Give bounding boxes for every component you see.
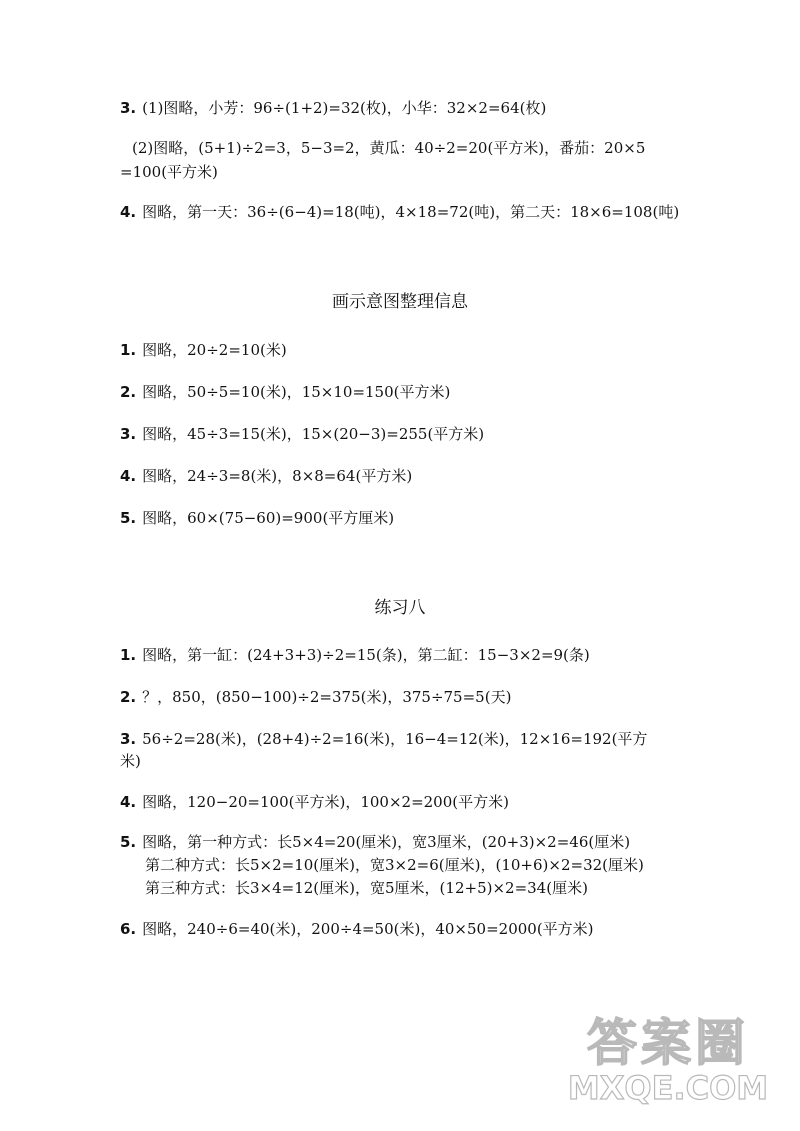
watermark-logo-text: 答案圈 — [587, 1014, 749, 1072]
s2-item-3-text: 图略，45÷3=15(米)，15×(20−3)=255(平方米) — [142, 425, 485, 443]
s2-item-1-number: 1. — [120, 341, 137, 359]
s3-q2 — [120, 686, 700, 708]
s1-q4-text: 图略，第一天：36÷(6−4)=18(吨)，4×18=72(吨)，第二天：18×6=108(吨) — [142, 203, 680, 221]
s3-q1-text: 图略，第一缸：(24+3+3)÷2=15(条)，第二缸：15−3×2=9(条) — [142, 646, 590, 664]
s1-q3-text: (1)图略，小芳：96÷(1+2)=32(枚)，小华：32×2=64(枚) — [142, 99, 547, 117]
s3-q2-number: 2. — [120, 688, 137, 706]
s3-q3-text: 56÷2=28(米)，(28+4)÷2=16(米)，16−4=12(米)，12×16=192(平方 — [142, 730, 648, 748]
s2-item-5-number: 5. — [120, 509, 137, 527]
s1-q3-number: 3. — [120, 99, 137, 117]
s1-q4-number: 4. — [120, 203, 137, 221]
s2-item-4-number: 4. — [120, 467, 137, 485]
section3-title: 练习八 — [374, 598, 426, 618]
s3-q6-number: 6. — [120, 920, 137, 938]
s2-item-3-number: 3. — [120, 425, 137, 443]
s1-q4 — [120, 201, 700, 223]
s2-item-1 — [120, 339, 700, 361]
s3-q5-number: 5. — [120, 833, 137, 851]
s3-q4 — [120, 791, 700, 813]
section2-title: 画示意图整理信息 — [332, 292, 468, 312]
s3-q1-number: 1. — [120, 646, 137, 664]
s3-q1 — [120, 644, 700, 666]
s3-q6-text: 图略，240÷6=40(米)，200÷4=50(米)，40×50=2000(平方米) — [142, 920, 594, 938]
s3-q4-number: 4. — [120, 793, 137, 811]
s2-item-4 — [120, 465, 700, 487]
s1-q3-line2: (2)图略，(5+1)÷2=3，5−3=2，黄瓜：40÷2=20(平方米)，番茄：20×5 — [132, 139, 646, 157]
s2-item-5-text: 图略，60×(75−60)=900(平方厘米) — [142, 509, 395, 527]
s2-item-2-text: 图略，50÷5=10(米)，15×10=150(平方米) — [142, 383, 451, 401]
s3-q3-line2: 米) — [120, 752, 141, 770]
s3-q5-line3: 第三种方式：长3×4=12(厘米)，宽5厘米，(12+5)×2=34(厘米) — [145, 879, 588, 897]
s3-q3-number: 3. — [120, 730, 137, 748]
site-watermark — [558, 1003, 778, 1113]
s3-q2-text: ？，850，(850−100)÷2=375(米)，375÷75=5(天) — [142, 688, 512, 706]
s3-q6 — [120, 918, 700, 940]
s1-q3-line3: =100(平方米) — [120, 163, 218, 181]
s3-q3-line1 — [120, 728, 700, 750]
s2-item-1-text: 图略，20÷2=10(米) — [142, 341, 287, 359]
s3-q5-line2: 第二种方式：长5×2=10(厘米)，宽3×2=6(厘米)，(10+6)×2=32(厘米) — [145, 856, 644, 874]
s2-item-5 — [120, 507, 700, 529]
s2-item-2-number: 2. — [120, 383, 137, 401]
s3-q5-line1 — [120, 831, 700, 853]
s2-item-3 — [120, 423, 700, 445]
s3-q4-text: 图略，120−20=100(平方米)，100×2=200(平方米) — [142, 793, 509, 811]
s2-item-4-text: 图略，24÷3=8(米)，8×8=64(平方米) — [142, 467, 413, 485]
s3-q5-text: 图略，第一种方式：长5×4=20(厘米)，宽3厘米，(20+3)×2=46(厘米) — [142, 833, 631, 851]
watermark-url-text: MXQE.COM — [567, 1069, 769, 1107]
s2-item-2 — [120, 381, 700, 403]
s1-q3-line1 — [120, 97, 700, 119]
